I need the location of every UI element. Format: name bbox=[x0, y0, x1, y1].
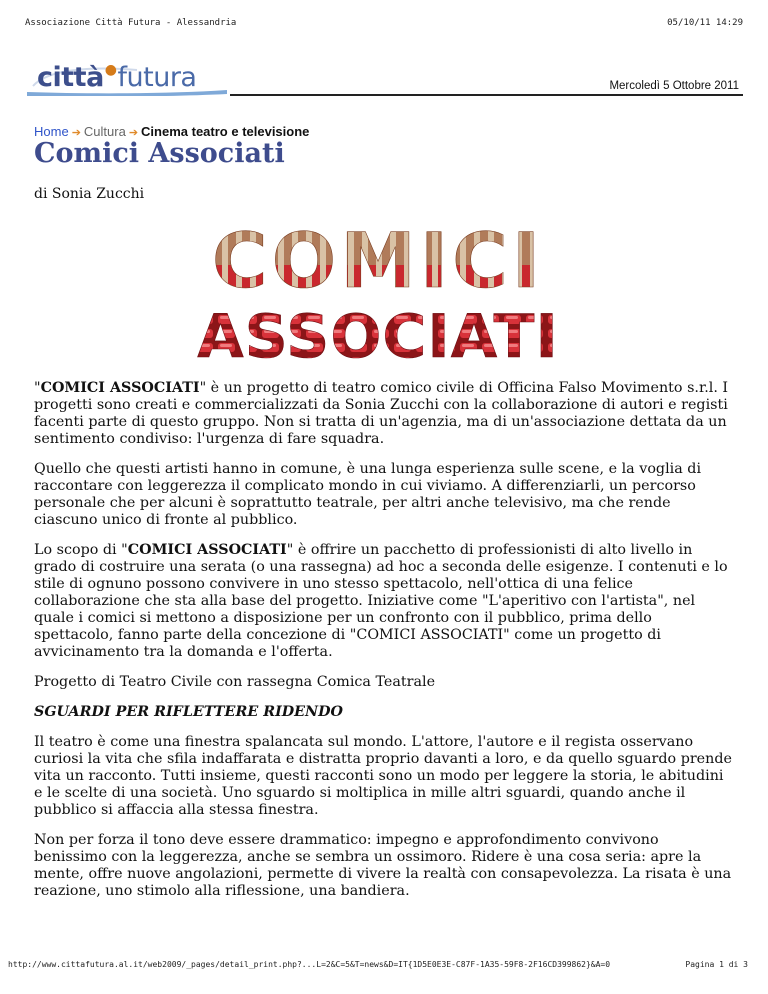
article-body bbox=[34, 380, 734, 913]
comici-associati-banner-image bbox=[194, 215, 562, 365]
banner-text-line2: ASSOCIATI bbox=[197, 302, 559, 365]
print-footer bbox=[8, 960, 748, 972]
breadcrumb-home-link[interactable]: Home bbox=[34, 124, 69, 139]
article-paragraph: Non per forza il tono deve essere drammatico: impegno e approfondimento convivono benissimo con la leggerezza, anche se sembra un ossimoro. Ridere è una cosa seria: apre la mente, offre nuove angolazioni, permette di vivere la realtà con consapevolezza. La risata è una reazione, uno stimolo alla riflessione, una bandiera. bbox=[34, 832, 732, 899]
breadcrumb-current: Cinema teatro e televisione bbox=[141, 124, 310, 139]
breadcrumb bbox=[34, 124, 309, 139]
article-paragraph: Progetto di Teatro Civile con rassegna Comica Teatrale bbox=[34, 674, 436, 690]
banner-text-line1: COMICI bbox=[211, 216, 545, 305]
project-name-bold: COMICI ASSOCIATI bbox=[127, 542, 287, 558]
breadcrumb-section-link[interactable]: Cultura bbox=[83, 124, 126, 139]
article-subheading: SGUARDI PER RIFLETTERE RIDENDO bbox=[34, 704, 343, 720]
header-divider bbox=[230, 94, 743, 96]
chevron-right-icon: ➔ bbox=[128, 127, 139, 139]
print-footer-page: Pagina 1 di 3 bbox=[685, 960, 748, 969]
article-paragraph: Il teatro è come una finestra spalancata sul mondo. L'attore, l'autore e il regista osservano curiosi la vita che sfila indaffarata e distratta proprio davanti a loro, e da quello sguardo prende vita un racconto. Tutti insieme, questi racconti sono un modo per leggere la storia, le abitudini e le scelte di una società. Uno sguardo si moltiplica in mille altri sguardi, quando anche il pubblico si affaccia alla stessa finestra. bbox=[34, 734, 732, 818]
print-header-datetime: 05/10/11 14:29 bbox=[667, 18, 743, 28]
article-paragraph: "COMICI ASSOCIATI" è un progetto di teatro comico civile di Officina Falso Movimento s.r.l. I progetti sono creati e commercializzati da Sonia Zucchi con la collaborazione di autori e registi facenti parte di questo gruppo. Non si tratta di un'agenzia, ma di un'associazione dettata da un sentimento condiviso: l'urgenza di fare squadra. bbox=[34, 380, 729, 447]
site-header bbox=[25, 58, 745, 100]
print-footer-url: http://www.cittafutura.al.it/web2009/_pages/detail_print.php?...L=2&C=5&T=news&D=IT{1D5E0E3E-C87F-1A35-59F8-2F16CD399862}&A=0 bbox=[8, 960, 611, 969]
page-title: Comici Associati bbox=[34, 138, 285, 169]
site-logo[interactable] bbox=[25, 58, 230, 98]
project-name-bold: COMICI ASSOCIATI bbox=[40, 380, 200, 396]
print-header bbox=[25, 18, 743, 32]
article-paragraph: Quello che questi artisti hanno in comune, è una lunga esperienza sulle scene, e la voglia di raccontare con leggerezza il complicato mondo in cui viviamo. A differenziarli, un percorso personale che per alcuni è soprattutto teatrale, per altri anche televisivo, ma che rende ciascuno unico di fronte al pubblico. bbox=[34, 461, 702, 528]
article-paragraph: Lo scopo di "COMICI ASSOCIATI" è offrire un pacchetto di professionisti di alto livello in grado di costruire una serata (o una rassegna) ad hoc a seconda delle esigenze. I contenuti e lo stile di ognuno possono convivere in uno stesso spettacolo, nell'ottica di una felice collaborazione che sta alla base del progetto. Iniziative come "L'aperitivo con l'artista", nel quale i comici si mettono a disposizione per un confronto con il pubblico, prima dello spettacolo, fanno parte della concezione di "COMICI ASSOCIATI" come un progetto di avvicinamento tra la domanda e l'offerta. bbox=[34, 542, 728, 660]
logo-text-futura: futura bbox=[117, 62, 197, 93]
header-date: Mercoledì 5 Ottobre 2011 bbox=[609, 80, 739, 92]
logo-dot-icon: ● bbox=[104, 62, 117, 78]
chevron-right-icon: ➔ bbox=[71, 127, 81, 139]
logo-text-citta: città bbox=[37, 62, 104, 93]
print-header-title: Associazione Città Futura - Alessandria bbox=[25, 18, 237, 28]
article-author: di Sonia Zucchi bbox=[34, 186, 145, 202]
